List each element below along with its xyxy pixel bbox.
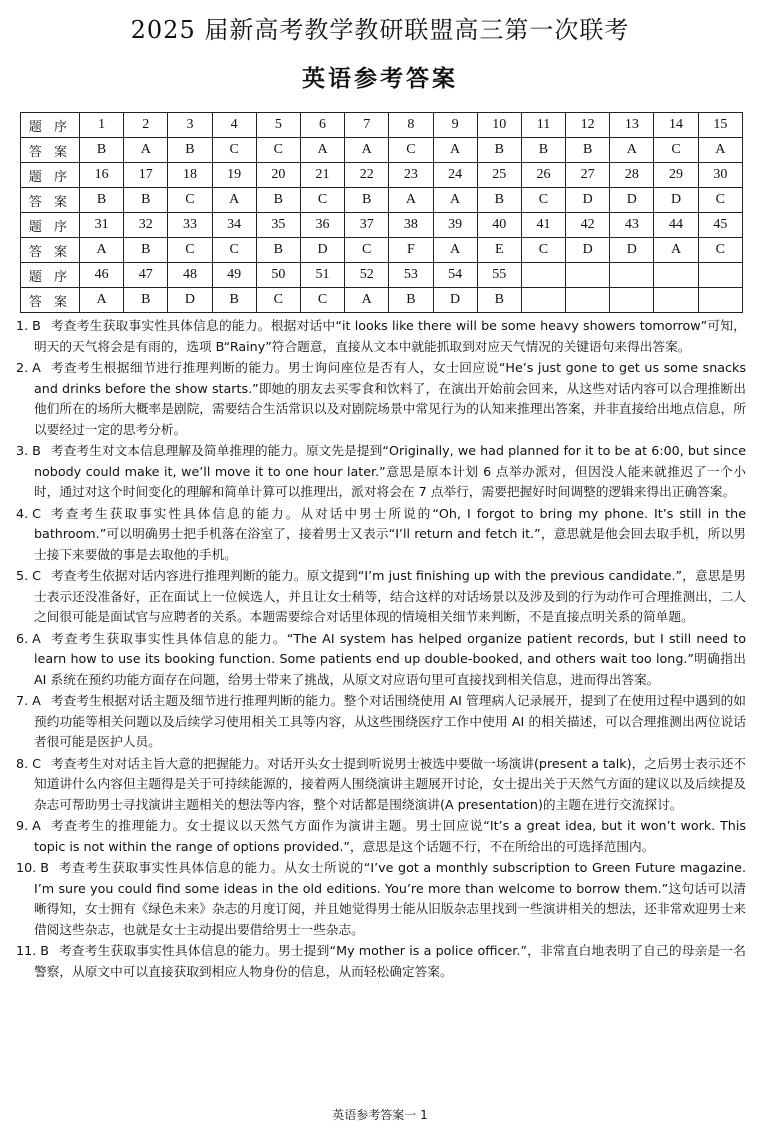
explanation-item	[16, 691, 746, 753]
question-number-row	[21, 113, 743, 138]
answer-letter-cell: A	[654, 238, 698, 263]
answer-letter-cell: A	[300, 138, 344, 163]
question-number-cell: 48	[168, 263, 212, 288]
row-label-question: 题 序	[21, 213, 80, 238]
answer-letter-cell: A	[389, 188, 433, 213]
answer-letter-cell: D	[168, 288, 212, 313]
question-number-cell: 54	[433, 263, 477, 288]
answer-letter-cell: C	[654, 138, 698, 163]
question-number-cell	[521, 263, 565, 288]
explanation-item	[16, 441, 746, 503]
explanation-number: 2. A	[16, 360, 41, 375]
answer-row	[21, 288, 743, 313]
question-number-cell: 17	[124, 163, 168, 188]
answer-letter-cell: A	[433, 138, 477, 163]
explanation-text: 考查考生获取事实性具体信息的能力。“The AI system has helped organize patient records, but I still need to learn how to use its booking function. Some patients end up double-booked, and others wait too long.”明确指出 AI 系统在预约功能方面存在问题，给男士带来了挑战，从原文对应语句里可直接找到相关信息，进而得出答案。	[34, 630, 746, 687]
row-label-answer: 答 案	[21, 288, 80, 313]
answer-letter-cell: B	[477, 188, 521, 213]
question-number-cell	[654, 263, 698, 288]
explanation-text: 考查考生根据对话主题及细节进行推理判断的能力。整个对话围绕使用 AI 管理病人记录展开，提到了在使用过程中遇到的如预约功能等相关问题以及后续学习使用相关工具等内容，从这些围绕医疗工作中使用 AI 的相关描述，可以合理推测出两位说话者很可能是医护人员。	[34, 693, 746, 749]
explanation-number: 10. B	[16, 860, 49, 875]
answer-letter-cell: B	[256, 188, 300, 213]
answer-table-body	[21, 113, 743, 313]
question-number-cell: 16	[80, 163, 124, 188]
row-label-question: 题 序	[21, 263, 80, 288]
answer-letter-cell	[521, 288, 565, 313]
question-number-cell: 35	[256, 213, 300, 238]
question-number-cell: 44	[654, 213, 698, 238]
question-number-cell: 3	[168, 113, 212, 138]
question-number-cell: 37	[345, 213, 389, 238]
explanation-text: 考查考生对对话主旨大意的把握能力。对话开头女士提到听说男士被选中要做一场演讲(present a talk)，之后男士表示还不知道讲什么内容但主题得是关于可持续能源的，接着两人围绕演讲主题展开讨论，女士提出关于天然气方面的建议以及后续提及杂志可帮助男士寻找演讲主题相关的想法等内容，整个对话都是围绕演讲(A presentation)的主题在进行交流探讨。	[34, 755, 746, 812]
answer-letter-cell	[610, 288, 654, 313]
explanation-item	[16, 629, 746, 691]
explanation-number: 8. C	[16, 755, 41, 771]
question-number-cell	[610, 263, 654, 288]
answer-row	[21, 238, 743, 263]
explanation-number: 6. A	[16, 630, 41, 646]
answer-letter-cell: C	[698, 238, 742, 263]
question-number-cell: 27	[566, 163, 610, 188]
question-number-cell: 52	[345, 263, 389, 288]
answer-letter-cell: C	[256, 138, 300, 163]
answer-letter-cell: C	[300, 188, 344, 213]
explanation-number: 9. A	[16, 818, 41, 833]
row-label-answer: 答 案	[21, 188, 80, 213]
row-label-question: 题 序	[21, 163, 80, 188]
question-number-cell: 41	[521, 213, 565, 238]
answer-letter-cell: D	[610, 188, 654, 213]
row-label-answer: 答 案	[21, 138, 80, 163]
question-number-cell: 28	[610, 163, 654, 188]
question-number-cell: 39	[433, 213, 477, 238]
question-number-cell: 5	[256, 113, 300, 138]
answer-letter-cell: A	[698, 138, 742, 163]
page-footer: 英语参考答案一 1	[332, 1108, 428, 1122]
explanation-text: 考查考生获取事实性具体信息的能力。从对话中男士所说的“Oh, I forgot to bring my phone. It’s still in the bathroom.”可以明确男士把手机落在浴室了，接着男士又表示“I’ll return and fetch it.”，意思就是他会回去取手机，所以男士接下来要做的事是去取他的手机。	[34, 505, 746, 562]
answer-letter-cell: B	[80, 188, 124, 213]
question-number-cell: 40	[477, 213, 521, 238]
answer-letter-cell: A	[433, 188, 477, 213]
explanations-list	[16, 316, 746, 983]
question-number-cell: 31	[80, 213, 124, 238]
explanation-item	[16, 941, 746, 982]
question-number-cell: 50	[256, 263, 300, 288]
answer-letter-cell: C	[168, 188, 212, 213]
answer-letter-cell: D	[654, 188, 698, 213]
question-number-cell: 19	[212, 163, 256, 188]
explanation-text: 考查考生获取事实性具体信息的能力。男士提到“My mother is a police officer.”，非常直白地表明了自己的母亲是一名警察，从原文中可以直接获取到相应人物身份的信息，从而轻松确定答案。	[34, 943, 746, 979]
question-number-cell: 33	[168, 213, 212, 238]
answer-letter-cell	[654, 288, 698, 313]
exam-title: 2025 届新高考教学教研联盟高三第一次联考	[130, 16, 630, 44]
document-title: 英语参考答案	[302, 65, 458, 92]
question-number-cell: 24	[433, 163, 477, 188]
question-number-cell: 26	[521, 163, 565, 188]
explanation-text: 考查考生依据对话内容进行推理判断的能力。原文提到“I’m just finishing up with the previous candidate.”，意思是男士表示还没准备好，正在面试上一位候选人，并且让女士稍等，结合这样的对话场景以及涉及到的行为动作可合理推测出，二人之间很可能是面试官与应聘者的关系。本题需要综合对话里体现的情境相关细节来判断，不是直接点明关系的简单题。	[34, 568, 746, 624]
answer-letter-cell: D	[566, 188, 610, 213]
question-number-cell: 10	[477, 113, 521, 138]
answer-letter-cell: B	[80, 138, 124, 163]
answer-letter-cell	[698, 288, 742, 313]
explanation-item	[16, 754, 746, 816]
answer-letter-cell: C	[698, 188, 742, 213]
answer-letter-cell: A	[433, 238, 477, 263]
explanation-text: 考查考生获取事实性具体信息的能力。从女士所说的“I’ve got a monthly subscription to Green Future magazine. I’m sure you could find some ideas in the old editions. You’re more than welcome to borrow them.”这句话可以清晰得知，女士拥有《绿色未来》杂志的月度订阅，并且她觉得男士能从旧版杂志里找到一些演讲相关的想法，还非常欢迎男士来借阅这些杂志，也就是女士主动提出要借给男士一些杂志。	[34, 860, 746, 937]
answer-letter-cell: C	[521, 188, 565, 213]
question-number-cell: 38	[389, 213, 433, 238]
question-number-cell: 53	[389, 263, 433, 288]
answer-letter-cell: C	[300, 288, 344, 313]
answer-letter-cell: B	[124, 188, 168, 213]
answer-letter-cell: C	[345, 238, 389, 263]
question-number-cell: 8	[389, 113, 433, 138]
answer-row	[21, 138, 743, 163]
explanation-item	[16, 816, 746, 857]
answer-letter-cell: E	[477, 238, 521, 263]
question-number-cell: 20	[256, 163, 300, 188]
answer-letter-cell: B	[477, 288, 521, 313]
row-label-question: 题 序	[21, 113, 80, 138]
answer-letter-cell: C	[212, 238, 256, 263]
question-number-cell: 1	[80, 113, 124, 138]
question-number-cell: 34	[212, 213, 256, 238]
answer-letter-cell: A	[345, 288, 389, 313]
question-number-row	[21, 263, 743, 288]
answer-letter-cell: C	[256, 288, 300, 313]
explanation-text: 考查考生获取事实性具体信息的能力。根据对话中“it looks like there will be some heavy showers tomorrow”可知，明天的天气将会是有雨的，选项 B“Rainy”符合题意，直接从文本中就能抓取到对应天气情况的关键语句来得出答案。	[34, 318, 746, 354]
answer-letter-cell: B	[212, 288, 256, 313]
question-number-cell: 4	[212, 113, 256, 138]
answer-letter-cell: A	[80, 288, 124, 313]
answer-letter-cell: B	[389, 288, 433, 313]
question-number-cell: 2	[124, 113, 168, 138]
explanation-item	[16, 316, 746, 357]
explanation-text: 考查考生的推理能力。女士提议以天然气方面作为演讲主题。男士回应说“It’s a great idea, but it won’t work. This topic is not within the range of options provided.”，意思是这个话题不行，不在所给出的可选择范围内。	[34, 818, 746, 854]
question-number-cell: 46	[80, 263, 124, 288]
question-number-cell	[566, 263, 610, 288]
explanation-number: 4. C	[16, 505, 41, 521]
answer-letter-cell	[566, 288, 610, 313]
answer-letter-cell: D	[610, 238, 654, 263]
answer-letter-cell: D	[433, 288, 477, 313]
answer-letter-cell: B	[566, 138, 610, 163]
explanation-item	[16, 504, 746, 566]
question-number-cell: 51	[300, 263, 344, 288]
question-number-cell: 30	[698, 163, 742, 188]
question-number-row	[21, 163, 743, 188]
question-number-cell: 14	[654, 113, 698, 138]
answer-letter-cell: A	[80, 238, 124, 263]
question-number-cell: 9	[433, 113, 477, 138]
answer-letter-cell: A	[212, 188, 256, 213]
explanation-number: 11. B	[16, 943, 49, 958]
explanation-text: 考查考生对文本信息理解及简单推理的能力。原文先是提到“Originally, we had planned for it to be at 6:00, but since nobody could make it, we’ll move it to one hour later.”意思是原本计划 6 点举办派对，但因没人能来就推迟了一个小时，通过对这个时间变化的理解和简单计算可以推理出，派对将会在 7 点举行，需要把握好时间调整的逻辑来得出正确答案。	[34, 443, 746, 499]
question-number-cell: 22	[345, 163, 389, 188]
question-number-cell	[698, 263, 742, 288]
question-number-cell: 25	[477, 163, 521, 188]
explanation-number: 7. A	[16, 693, 41, 708]
question-number-cell: 11	[521, 113, 565, 138]
answer-letter-cell: C	[389, 138, 433, 163]
question-number-cell: 42	[566, 213, 610, 238]
answer-row	[21, 188, 743, 213]
question-number-cell: 36	[300, 213, 344, 238]
answer-letter-cell: B	[124, 288, 168, 313]
question-number-cell: 15	[698, 113, 742, 138]
explanation-text: 考查考生根据细节进行推理判断的能力。男士询问座位是否有人，女士回应说“He’s just gone to get us some snacks and drinks before the show starts.”即她的朋友去买零食和饮料了，在演出开始前会回来，从这些对话内容可以合理推断出他们所在的场所大概率是剧院，需要结合生活常识以及对剧院场景中常见行为的认知来推理出答案，并非直接给出地点信息，所以要经过一定的思考分析。	[34, 360, 746, 437]
answer-letter-cell: B	[256, 238, 300, 263]
answer-letter-cell: B	[477, 138, 521, 163]
explanation-item	[16, 858, 746, 940]
question-number-cell: 21	[300, 163, 344, 188]
answer-letter-cell: B	[345, 188, 389, 213]
question-number-cell: 55	[477, 263, 521, 288]
answer-letter-cell: D	[566, 238, 610, 263]
row-label-answer: 答 案	[21, 238, 80, 263]
question-number-cell: 23	[389, 163, 433, 188]
answer-letter-cell: F	[389, 238, 433, 263]
answer-letter-cell: C	[521, 238, 565, 263]
question-number-cell: 7	[345, 113, 389, 138]
explanation-item	[16, 358, 746, 440]
question-number-cell: 47	[124, 263, 168, 288]
answer-letter-cell: B	[168, 138, 212, 163]
explanation-item	[16, 566, 746, 628]
question-number-row	[21, 213, 743, 238]
explanation-number: 1. B	[16, 318, 41, 333]
question-number-cell: 18	[168, 163, 212, 188]
explanation-number: 3. B	[16, 443, 41, 458]
question-number-cell: 32	[124, 213, 168, 238]
question-number-cell: 45	[698, 213, 742, 238]
question-number-cell: 12	[566, 113, 610, 138]
answer-letter-cell: C	[168, 238, 212, 263]
answer-letter-cell: C	[212, 138, 256, 163]
answer-letter-cell: A	[345, 138, 389, 163]
question-number-cell: 49	[212, 263, 256, 288]
answer-letter-cell: A	[124, 138, 168, 163]
answer-letter-cell: B	[521, 138, 565, 163]
answer-letter-cell: B	[124, 238, 168, 263]
answer-letter-cell: A	[610, 138, 654, 163]
answer-table	[20, 112, 743, 313]
question-number-cell: 6	[300, 113, 344, 138]
question-number-cell: 13	[610, 113, 654, 138]
question-number-cell: 43	[610, 213, 654, 238]
explanation-number: 5. C	[16, 568, 41, 583]
answer-letter-cell: D	[300, 238, 344, 263]
question-number-cell: 29	[654, 163, 698, 188]
